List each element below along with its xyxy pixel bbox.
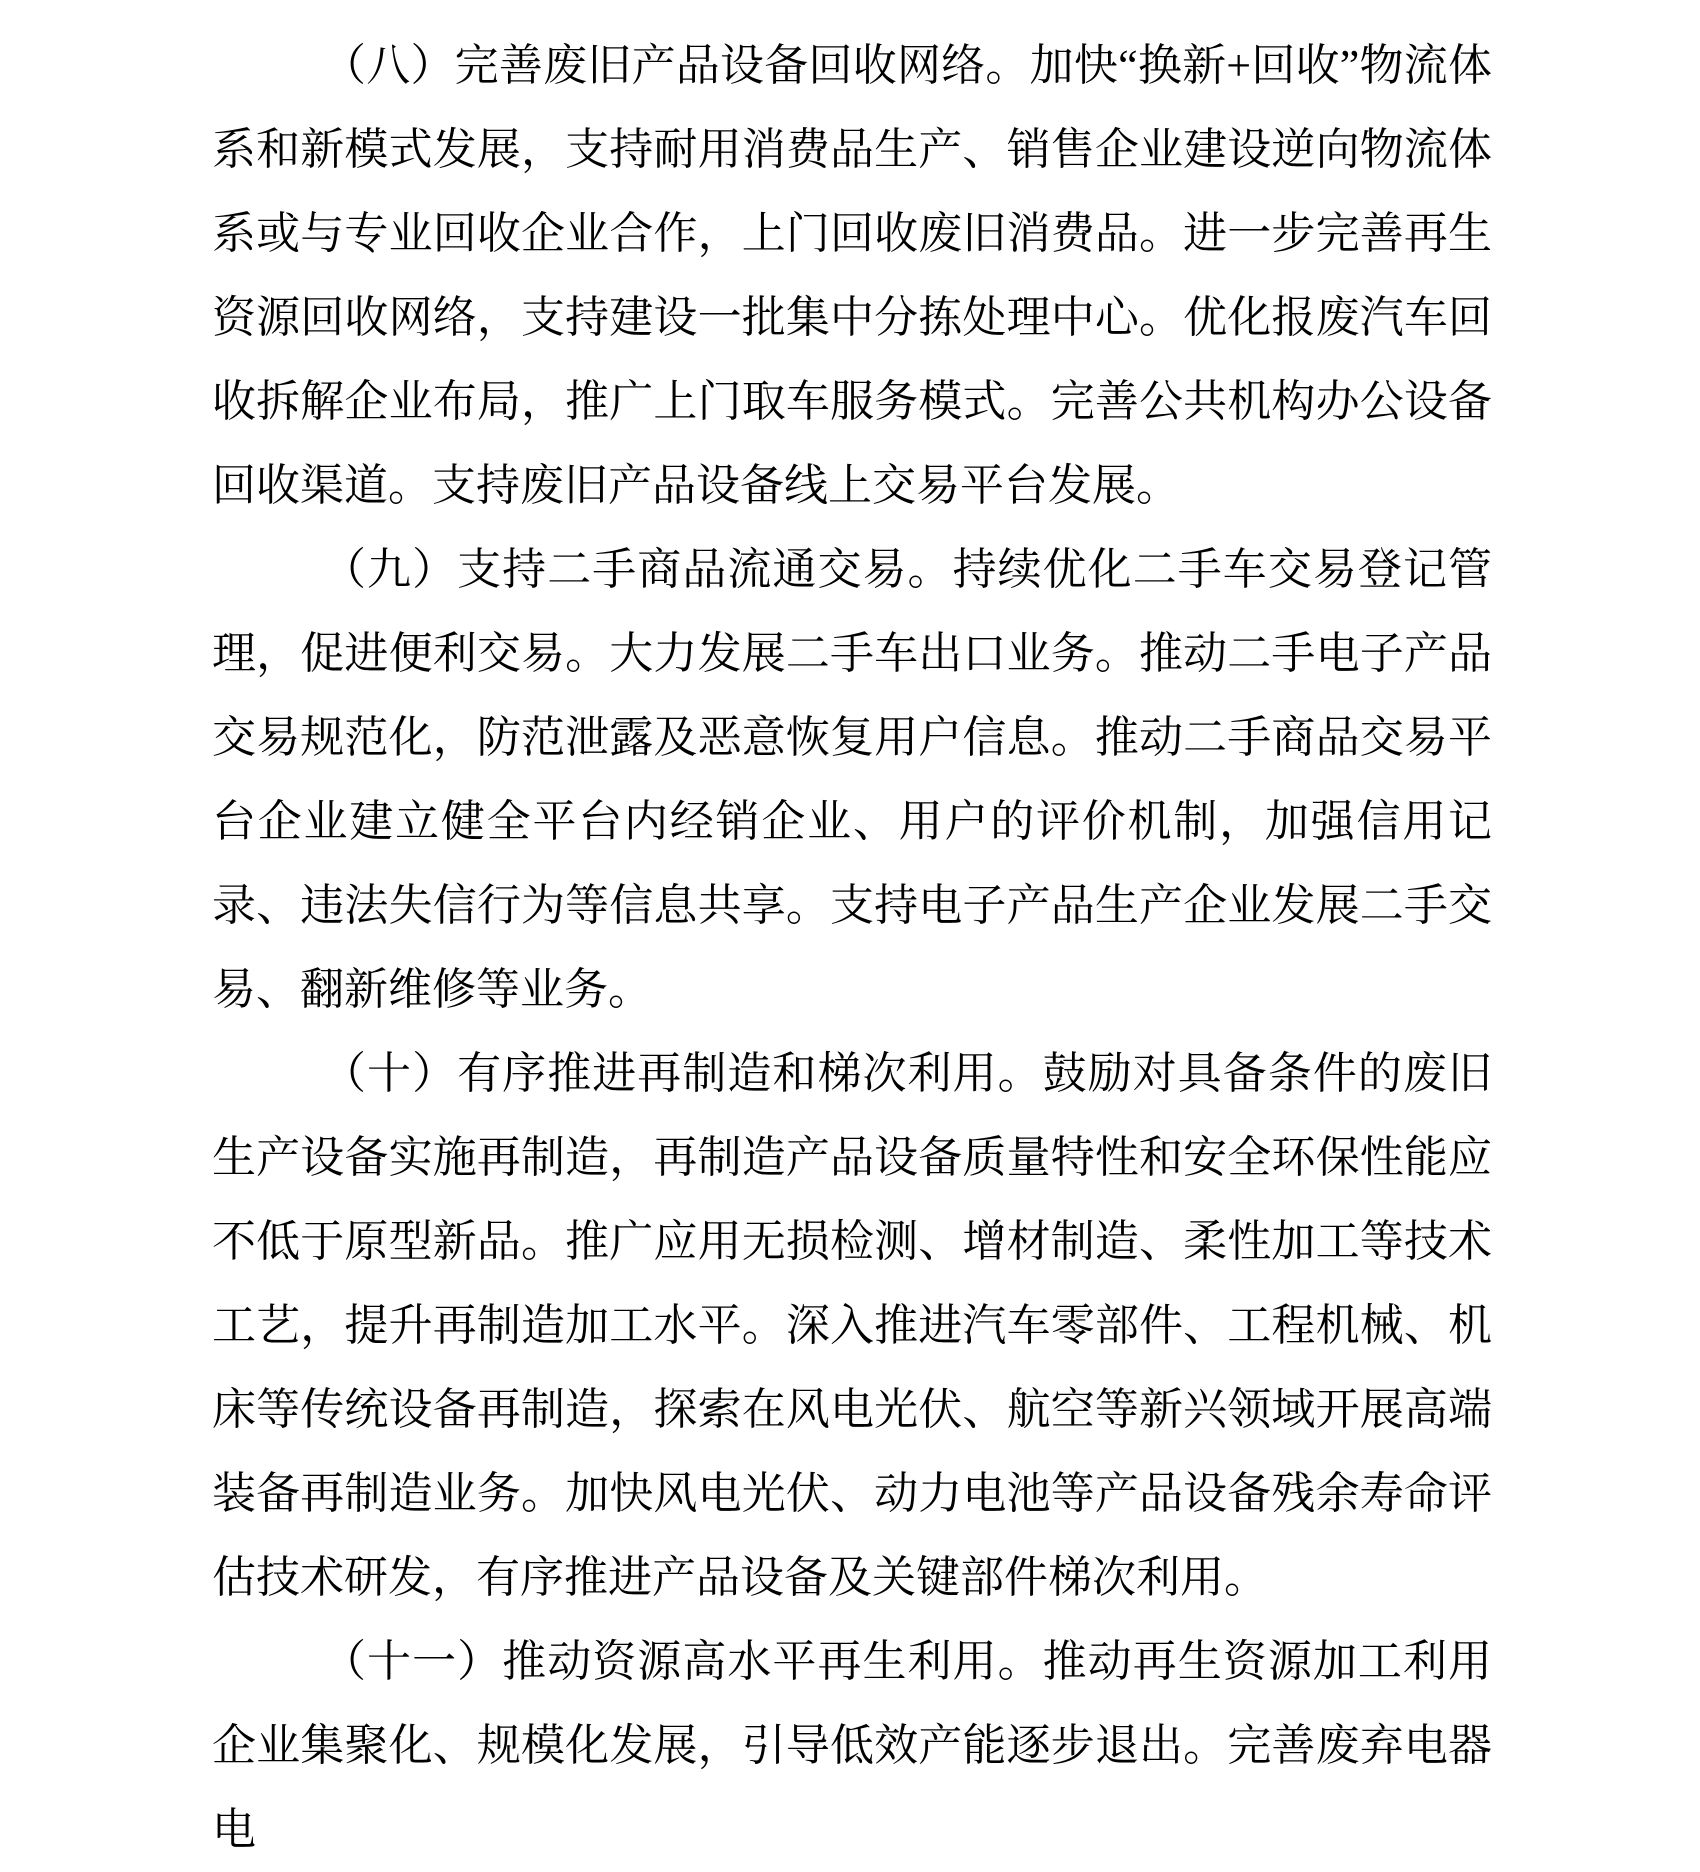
paragraph-heading: （八）完善废旧产品设备回收网络。: [322, 41, 1030, 90]
paragraph-section-11: [212, 1620, 1492, 1872]
paragraph-heading: （十一）推动资源高水平再生利用。: [322, 1637, 1043, 1686]
paragraph-section-8: [212, 24, 1492, 528]
paragraph-body: 鼓励对具备条件的废旧生产设备实施再制造，再制造产品设备质量特性和安全环保性能应不低于原型新品。推广应用无损检测、增材制造、柔性加工等技术工艺，提升再制造加工水平。深入推进汽车零部件、工程机械、机床等传统设备再制造，探索在风电光伏、航空等新兴领域开展高端装备再制造业务。加快风电光伏、动力电池等产品设备残余寿命评估技术研发，有序推进产品设备及关键部件梯次利用。: [212, 1049, 1492, 1602]
paragraph-body: 推动再生资源加工利用企业集聚化、规模化发展，引导低效产能逐步退出。完善废弃电器电: [212, 1637, 1492, 1854]
paragraph-section-9: [212, 528, 1492, 1032]
paragraph-heading: （十）有序推进再制造和梯次利用。: [322, 1049, 1043, 1098]
paragraph-heading: （九）支持二手商品流通交易。: [322, 545, 953, 594]
paragraph-body: 加快“换新+回收”物流体系和新模式发展，支持耐用消费品生产、销售企业建设逆向物流体系或与专业回收企业合作，上门回收废旧消费品。进一步完善再生资源回收网络，支持建设一批集中分拣处理中心。优化报废汽车回收拆解企业布局，推广上门取车服务模式。完善公共机构办公设备回收渠道。支持废旧产品设备线上交易平台发展。: [212, 41, 1493, 510]
paragraph-body: 持续优化二手车交易登记管理，促进便利交易。大力发展二手车出口业务。推动二手电子产品交易规范化，防范泄露及恶意恢复用户信息。推动二手商品交易平台企业建立健全平台内经销企业、用户的评价机制，加强信用记录、违法失信行为等信息共享。支持电子产品生产企业发展二手交易、翻新维修等业务。: [212, 545, 1493, 1014]
paragraph-section-10: [212, 1032, 1492, 1620]
